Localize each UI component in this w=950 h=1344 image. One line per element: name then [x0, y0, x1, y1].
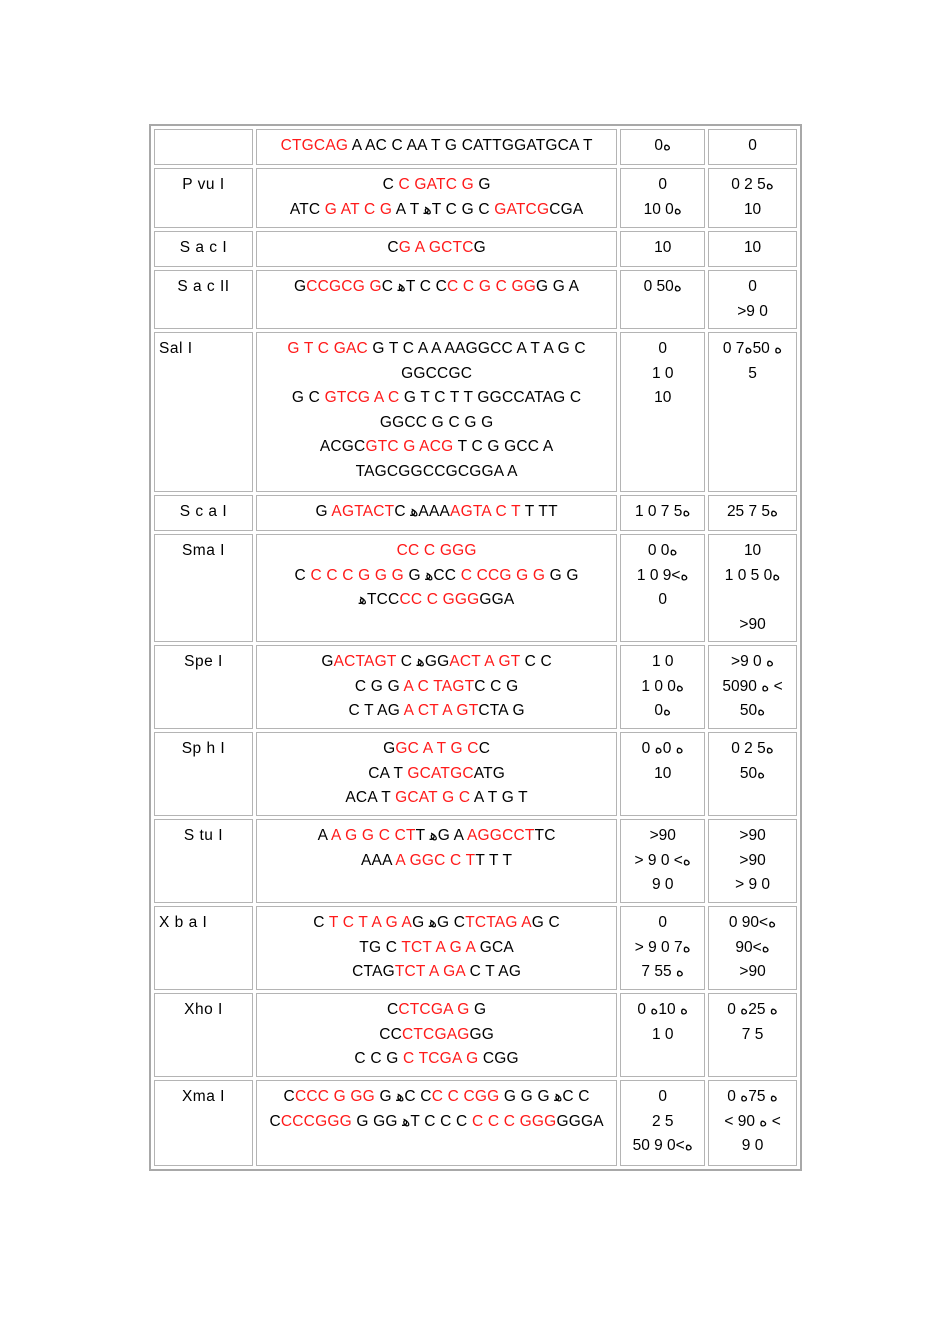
cleavage-20h-cell [708, 732, 797, 816]
sequence-line [263, 411, 610, 436]
value-line: 0 [658, 340, 668, 357]
sequence-segment: GCA [479, 938, 514, 956]
sequence-line [263, 1085, 610, 1110]
recognition-site-segment: A C TAGT [403, 677, 475, 695]
value-line: 7 5ه 5 [641, 963, 685, 980]
enzyme-name: S a c II [154, 270, 253, 329]
enzyme-name: Xho I [154, 993, 253, 1077]
value-line: 0 90<ه [728, 914, 777, 931]
value-line: 10 [654, 389, 672, 406]
value-line: >9 0 [737, 302, 768, 320]
sequence-segment: C T AG [348, 702, 404, 719]
sequence-cell [256, 732, 617, 816]
cleavage-20h-cell [708, 993, 797, 1077]
sequence-segment: C [420, 1088, 432, 1105]
value-line: 7 5 [741, 1025, 764, 1043]
sequence-segment: G [315, 503, 332, 520]
value-line: 50ه 90 < [722, 677, 783, 695]
recognition-site-segment: GTCG A C [324, 389, 404, 406]
value-line: >90 [739, 851, 766, 869]
sequence-line [263, 500, 610, 525]
table-row [154, 495, 797, 531]
cleavage-20h-cell [708, 906, 797, 990]
cleavage-20h-cell [708, 129, 797, 165]
sequence-segment: G G G ﻫC C [503, 1088, 590, 1105]
sequence-segment: C C G [354, 1050, 403, 1067]
sequence-segment: T C G GCC A [457, 438, 554, 455]
recognition-site-segment: A CT A GT [403, 702, 479, 719]
value-line: 0 7ه 50ه [722, 340, 783, 357]
recognition-site-segment: T [465, 851, 476, 869]
sequence-segment: A T G T [473, 789, 528, 806]
value-line: >9 0 ه [731, 653, 775, 670]
cleavage-20h-cell [708, 534, 797, 642]
sequence-segment: CTAG [352, 963, 395, 980]
value-line: 0 [658, 591, 668, 608]
recognition-site-segment: CTCGAG [402, 1025, 470, 1043]
sequence-segment: G T C T T GGCCATAG C [403, 389, 582, 406]
cleavage-20h-cell [708, 231, 797, 267]
enzyme-name: Xma I [154, 1080, 253, 1166]
cleavage-20h-cell [708, 168, 797, 228]
recognition-site-segment: AGGCCT [467, 827, 535, 844]
sequence-segment: G ﻫC [379, 1088, 421, 1105]
sequence-segment: ATG [473, 764, 506, 782]
sequence-line [263, 786, 610, 811]
recognition-site-segment: C C G C GG [447, 278, 537, 295]
recognition-site-segment: GCATGC [407, 764, 474, 782]
sequence-segment: GGA [479, 591, 515, 608]
cleavage-2h-cell [620, 534, 705, 642]
value-line: 0 ه 25ه [727, 1001, 778, 1018]
sequence-line [263, 936, 610, 961]
value-line [715, 588, 790, 613]
sequence-cell [256, 168, 617, 228]
value-line: 0 [658, 1088, 668, 1105]
recognition-site-segment: CC C GGG [396, 542, 477, 559]
value-line: 1 0 [651, 653, 674, 670]
cleavage-2h-cell [620, 270, 705, 329]
sequence-segment: C [283, 1088, 295, 1105]
recognition-site-segment: GATCG [494, 200, 550, 218]
sequence-line [263, 198, 610, 223]
value-line: 50ه [739, 764, 766, 782]
sequence-cell [256, 495, 617, 531]
sequence-segment: TAGCGGCCGCGGA A [355, 462, 518, 480]
sequence-line [263, 386, 610, 411]
cleavage-20h-cell [708, 645, 797, 729]
recognition-site-segment: ACTAGT [333, 653, 401, 670]
value-line: 1 0 5 0ه [724, 566, 781, 584]
value-line: > 9 0 <ه [634, 851, 691, 869]
sequence-segment: G G A [536, 278, 580, 295]
enzyme-name: S tu I [154, 819, 253, 903]
sequence-line [263, 650, 610, 675]
cleavage-2h-cell [620, 129, 705, 165]
value-line: 9 0 [741, 1137, 764, 1154]
enzyme-name [154, 129, 253, 165]
sequence-line [263, 236, 610, 261]
sequence-segment: CTA G [478, 702, 525, 719]
sequence-segment: A [317, 827, 331, 844]
value-line: >90 [739, 827, 766, 844]
sequence-line [263, 737, 610, 762]
sequence-segment: GGCCGC [401, 364, 473, 382]
recognition-site-segment: TCT A G A [401, 938, 480, 956]
recognition-site-segment: GTC G ACG [365, 438, 458, 455]
value-line: >90 [739, 615, 766, 633]
sequence-segment: G ﻫCC [408, 566, 461, 584]
value-line: 1 0 [651, 364, 674, 382]
enzyme-name: Sal I [154, 332, 253, 492]
sequence-segment: G [473, 239, 486, 256]
cleavage-2h-cell [620, 168, 705, 228]
sequence-line [263, 699, 610, 724]
sequence-segment: G [474, 1001, 487, 1018]
sequence-cell [256, 129, 617, 165]
enzyme-name: S a c I [154, 231, 253, 267]
sequence-segment: CGG [482, 1050, 519, 1067]
table-row [154, 732, 797, 816]
value-line: 9 0 [651, 876, 674, 893]
recognition-site-segment: CCC G GG [294, 1088, 380, 1105]
sequence-line [263, 960, 610, 985]
enzyme-name: P vu I [154, 168, 253, 228]
value-line: 0 ه 0ه [641, 740, 684, 757]
sequence-segment: ﻫT C C [397, 278, 448, 295]
recognition-site-segment: AGTACT [331, 503, 395, 520]
sequence-line [263, 762, 610, 787]
sequence-segment: C ﻫGG [400, 653, 450, 670]
recognition-site-segment: C CCG G G [460, 566, 550, 584]
value-line: 10 0ه [643, 200, 682, 218]
value-line: 10 [743, 239, 762, 256]
cleavage-20h-cell [708, 1080, 797, 1166]
recognition-site-segment: CCGCG G [306, 278, 382, 295]
cleavage-2h-cell [620, 906, 705, 990]
table-row [154, 129, 797, 165]
table-row [154, 168, 797, 228]
sequence-segment: C [294, 566, 311, 584]
enzyme-name: S c a I [154, 495, 253, 531]
cleavage-20h-cell [708, 495, 797, 531]
value-line: 50ه [739, 702, 766, 719]
sequence-line [263, 588, 610, 613]
sequence-segment: G [321, 653, 334, 670]
table-row [154, 906, 797, 990]
enzyme-name: Sma I [154, 534, 253, 642]
value-line: 1 0 [651, 1025, 674, 1043]
sequence-cell [256, 231, 617, 267]
recognition-site-segment: AGTA C T [450, 503, 525, 520]
sequence-segment: G C [291, 389, 325, 406]
sequence-segment: G [478, 176, 491, 193]
enzyme-name: Sp h I [154, 732, 253, 816]
table-row [154, 819, 797, 903]
sequence-line [263, 1047, 610, 1072]
cleavage-2h-cell [620, 1080, 705, 1166]
value-line: 10 [743, 200, 762, 218]
sequence-segment: G C [531, 914, 560, 931]
value-line: 0 [748, 137, 757, 154]
sequence-segment: G [383, 740, 396, 757]
sequence-segment: C G G [354, 677, 404, 695]
value-line: > 9 0 7ه [634, 938, 691, 956]
sequence-segment: TC [534, 827, 556, 844]
sequence-line [263, 173, 610, 198]
sequence-segment: C [381, 278, 398, 295]
sequence-segment: C C [524, 653, 552, 670]
recognition-site-segment: A G G C CT [330, 827, 416, 844]
sequence-line [263, 675, 610, 700]
value-line: 0 ه 10ه [637, 1001, 689, 1018]
cleavage-20h-cell [708, 819, 797, 903]
sequence-segment: G [294, 278, 307, 295]
sequence-cell [256, 534, 617, 642]
sequence-segment: TG C [359, 938, 402, 956]
sequence-cell [256, 645, 617, 729]
sequence-segment: AAA [361, 851, 396, 869]
sequence-segment: C C G [474, 677, 519, 695]
value-line: 0 [658, 914, 668, 931]
sequence-segment: GGCC G C G G [379, 413, 494, 431]
sequence-line [263, 849, 610, 874]
sequence-segment: G GG ﻫT C C C [356, 1112, 472, 1130]
sequence-segment: CC [379, 1025, 402, 1043]
sequence-line [263, 134, 610, 159]
recognition-site-segment: CTGCAG [280, 137, 349, 154]
value-line: 0 ه 75ه [727, 1088, 778, 1105]
value-line: 2 5 [651, 1112, 674, 1130]
table-row [154, 270, 797, 329]
sequence-segment: ACA T [345, 789, 396, 806]
sequence-line [263, 275, 610, 300]
cleavage-2h-cell [620, 495, 705, 531]
table-row [154, 332, 797, 492]
recognition-site-segment: GCAT G C [395, 789, 474, 806]
value-line: 1 0 9<ه [636, 566, 689, 584]
sequence-line [263, 911, 610, 936]
value-line: 5 [748, 364, 757, 382]
recognition-site-segment: G AT C G [324, 200, 396, 218]
sequence-line [263, 362, 610, 387]
sequence-cell [256, 819, 617, 903]
recognition-site-segment: CC C GGG [399, 591, 480, 608]
enzyme-name: X b a I [154, 906, 253, 990]
sequence-cell [256, 270, 617, 329]
value-line: 0 50ه [643, 278, 682, 295]
sequence-line [263, 337, 610, 362]
sequence-segment: ﻫT C G C [423, 200, 495, 218]
recognition-site-segment: A GGC C [395, 851, 466, 869]
sequence-cell [256, 906, 617, 990]
sequence-segment: T TT [524, 503, 558, 520]
value-line: 0 2 5ه [731, 740, 774, 757]
value-line: 1 0 0ه [641, 677, 685, 695]
table-row [154, 534, 797, 642]
recognition-site-segment: C GATC G [398, 176, 479, 193]
sequence-segment: C [387, 239, 399, 256]
sequence-segment: C [382, 176, 399, 193]
sequence-segment: C [478, 740, 491, 757]
value-line: 10 [654, 239, 672, 256]
sequence-segment: G ﻫG C [412, 914, 466, 931]
table-row [154, 1080, 797, 1166]
cleavage-2h-cell [620, 332, 705, 492]
sequence-cell [256, 1080, 617, 1166]
value-line: 25 7 5ه [726, 503, 779, 520]
cleavage-2h-cell [620, 645, 705, 729]
sequence-segment: C ﻫAAA [394, 503, 451, 520]
recognition-site-segment: GC A T G C [395, 740, 479, 757]
cleavage-2h-cell [620, 732, 705, 816]
recognition-site-segment: T C T A G A [328, 914, 413, 931]
sequence-line [263, 1023, 610, 1048]
value-line: 90<ه [735, 938, 770, 956]
sequence-segment: A AC C AA T G CATTGGATGCA T [348, 137, 593, 154]
sequence-segment: C [386, 1001, 399, 1018]
sequence-segment: C [269, 1112, 281, 1130]
value-line: 0 0ه [647, 542, 678, 559]
cleavage-2h-cell [620, 819, 705, 903]
sequence-segment: ACGC [319, 438, 366, 455]
sequence-segment: GG [469, 1025, 495, 1043]
recognition-site-segment: G A GCTC [398, 239, 474, 256]
sequence-line [263, 1110, 610, 1135]
sequence-segment: T ﻫG A [415, 827, 468, 844]
sequence-segment: GGGA [556, 1112, 604, 1130]
recognition-site-segment: C C C G G G [310, 566, 409, 584]
sequence-line [263, 539, 610, 564]
table-row [154, 645, 797, 729]
value-line: 0 2 5ه [731, 176, 774, 193]
sequence-segment: ﻫTCC [358, 591, 400, 608]
recognition-site-segment: G T C GAC [287, 340, 373, 357]
sequence-cell [256, 332, 617, 492]
cleavage-2h-cell [620, 231, 705, 267]
recognition-site-segment: ACT A GT [449, 653, 525, 670]
cleavage-2h-cell [620, 993, 705, 1077]
cleavage-20h-cell [708, 332, 797, 492]
value-line: < ه 90 < [724, 1112, 781, 1130]
recognition-site-segment: TCT A GA [394, 963, 470, 980]
sequence-segment: T T T [475, 851, 513, 869]
value-line: >90 [739, 963, 766, 980]
sequence-segment: G T C A A AAGGCC A T A G C [372, 340, 586, 357]
sequence-line [263, 824, 610, 849]
table-row [154, 231, 797, 267]
recognition-site-segment: C C C GGG [471, 1112, 557, 1130]
value-line: 0ه [654, 702, 672, 719]
recognition-site-segment: C TCGA G [403, 1050, 483, 1067]
sequence-line [263, 998, 610, 1023]
sequence-line [263, 564, 610, 589]
recognition-site-segment: C C CGG [431, 1088, 504, 1105]
sequence-segment: CGA [549, 200, 584, 218]
sequence-segment: A T [395, 200, 424, 218]
value-line: 1 0 7 5ه [634, 503, 691, 520]
sequence-line [263, 435, 610, 460]
value-line: 50 9 0<ه [632, 1137, 693, 1154]
value-line: 10 [743, 542, 762, 559]
sequence-segment: G G [549, 566, 579, 584]
value-line: 0 [658, 176, 668, 193]
value-line: 0 [748, 278, 757, 295]
value-line: >90 [649, 827, 676, 844]
value-line: 10 [654, 764, 672, 782]
value-line: 0ه [654, 137, 672, 154]
sequence-cell [256, 993, 617, 1077]
recognition-site-segment: CCCGGG [280, 1112, 357, 1130]
table-body [154, 129, 797, 1166]
sequence-segment: ATC [289, 200, 325, 218]
sequence-segment: C [313, 914, 329, 931]
sequence-line [263, 460, 610, 485]
sequence-segment: C T AG [469, 963, 522, 980]
sequence-segment: CA T [368, 764, 408, 782]
value-line: > 9 0 [735, 876, 771, 893]
table-row [154, 993, 797, 1077]
recognition-site-segment: CTCGA G [398, 1001, 475, 1018]
enzyme-name: Spe I [154, 645, 253, 729]
restriction-enzyme-table [149, 124, 802, 1171]
recognition-site-segment: TCTAG A [465, 914, 532, 931]
cleavage-20h-cell [708, 270, 797, 329]
